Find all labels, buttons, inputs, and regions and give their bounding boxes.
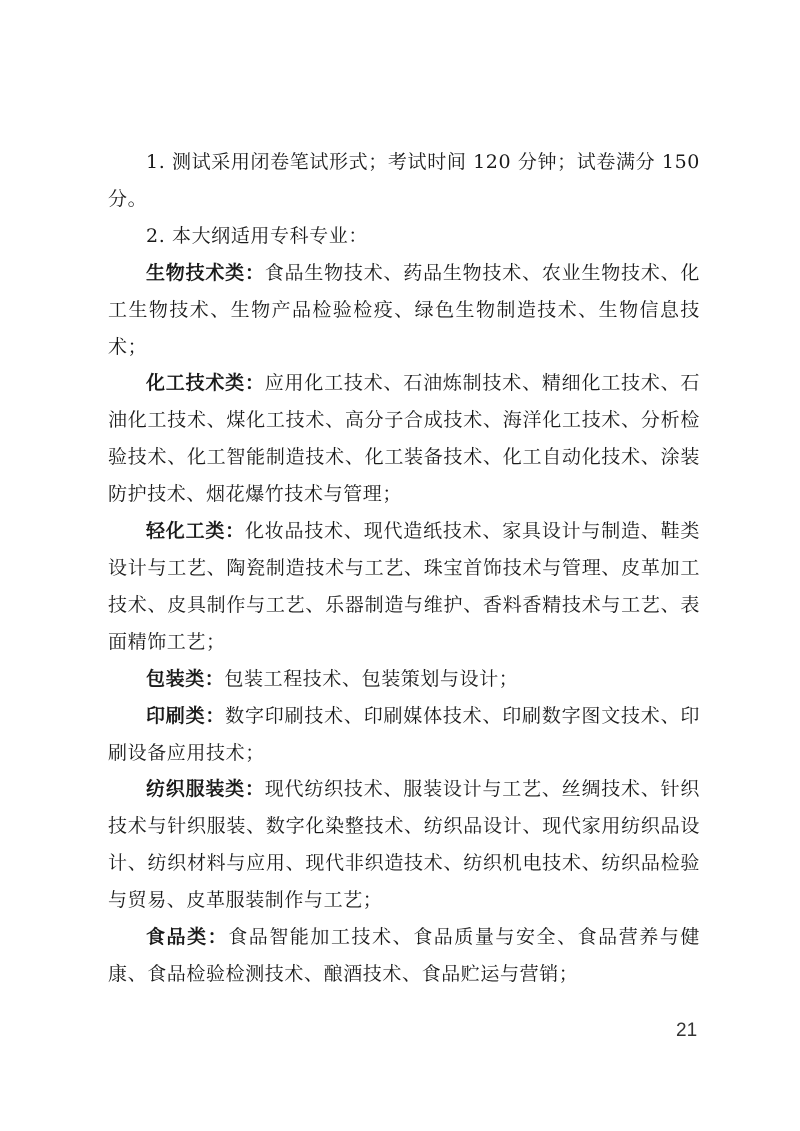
paragraph-text: 应用化工技术、石油炼制技术、精细化工技术、石油化工技术、煤化工技术、高分子合成技术、海洋化工技术、分析检验技术、化工智能制造技术、化工装备技术、化工自动化技术、涂装防护技术、烟花爆竹技术与管理； <box>108 372 701 506</box>
page-number: 21 <box>676 1020 698 1041</box>
category-label: 印刷类： <box>146 704 226 727</box>
category-label: 化工技术类： <box>146 372 265 395</box>
paragraph-text: 1. 测试采用闭卷笔试形式；考试时间 120 分钟；试卷满分 150 分。 <box>108 151 700 210</box>
category-label: 轻化工类： <box>146 520 245 543</box>
paragraph-textile-apparel <box>108 771 700 919</box>
paragraph-text: 包装工程技术、包装策划与设计； <box>224 667 519 690</box>
paragraph-exam-format <box>108 144 700 218</box>
category-label: 生物技术类： <box>146 261 265 284</box>
paragraph-food <box>108 919 700 993</box>
body-text <box>108 144 700 993</box>
category-label: 纺织服装类： <box>146 778 265 801</box>
paragraph-biotech <box>108 255 700 366</box>
paragraph-text: 化妆品技术、现代造纸技术、家具设计与制造、鞋类设计与工艺、陶瓷制造技术与工艺、珠宝首饰技术与管理、皮革加工技术、皮具制作与工艺、乐器制造与维护、香料香精技术与工艺、表面精饰工艺； <box>108 520 700 653</box>
paragraph-light-chemical <box>108 513 700 661</box>
paragraph-text: 2. 本大纲适用专科专业： <box>146 224 368 247</box>
paragraph-printing <box>108 698 700 772</box>
paragraph-text: 数字印刷技术、印刷媒体技术、印刷数字图文技术、印刷设备应用技术； <box>108 704 700 764</box>
paragraph-text: 食品生物技术、药品生物技术、农业生物技术、化工生物技术、生物产品检验检疫、绿色生物制造技术、生物信息技术； <box>108 261 701 358</box>
paragraph-text: 食品智能加工技术、食品质量与安全、食品营养与健康、食品检验检测技术、酿酒技术、食品贮运与营销； <box>108 926 700 985</box>
category-label: 食品类： <box>146 926 229 949</box>
category-label: 包装类： <box>146 667 225 690</box>
paragraph-chemical-tech <box>108 365 700 513</box>
paragraph-text: 现代纺织技术、服装设计与工艺、丝绸技术、针织技术与针织服装、数字化染整技术、纺织品设计、现代家用纺织品设计、纺织材料与应用、现代非织造技术、纺织机电技术、纺织品检验与贸易、皮革服装制作与工艺； <box>108 778 701 912</box>
paragraph-applicable-majors <box>108 218 700 255</box>
paragraph-packaging <box>108 661 700 698</box>
